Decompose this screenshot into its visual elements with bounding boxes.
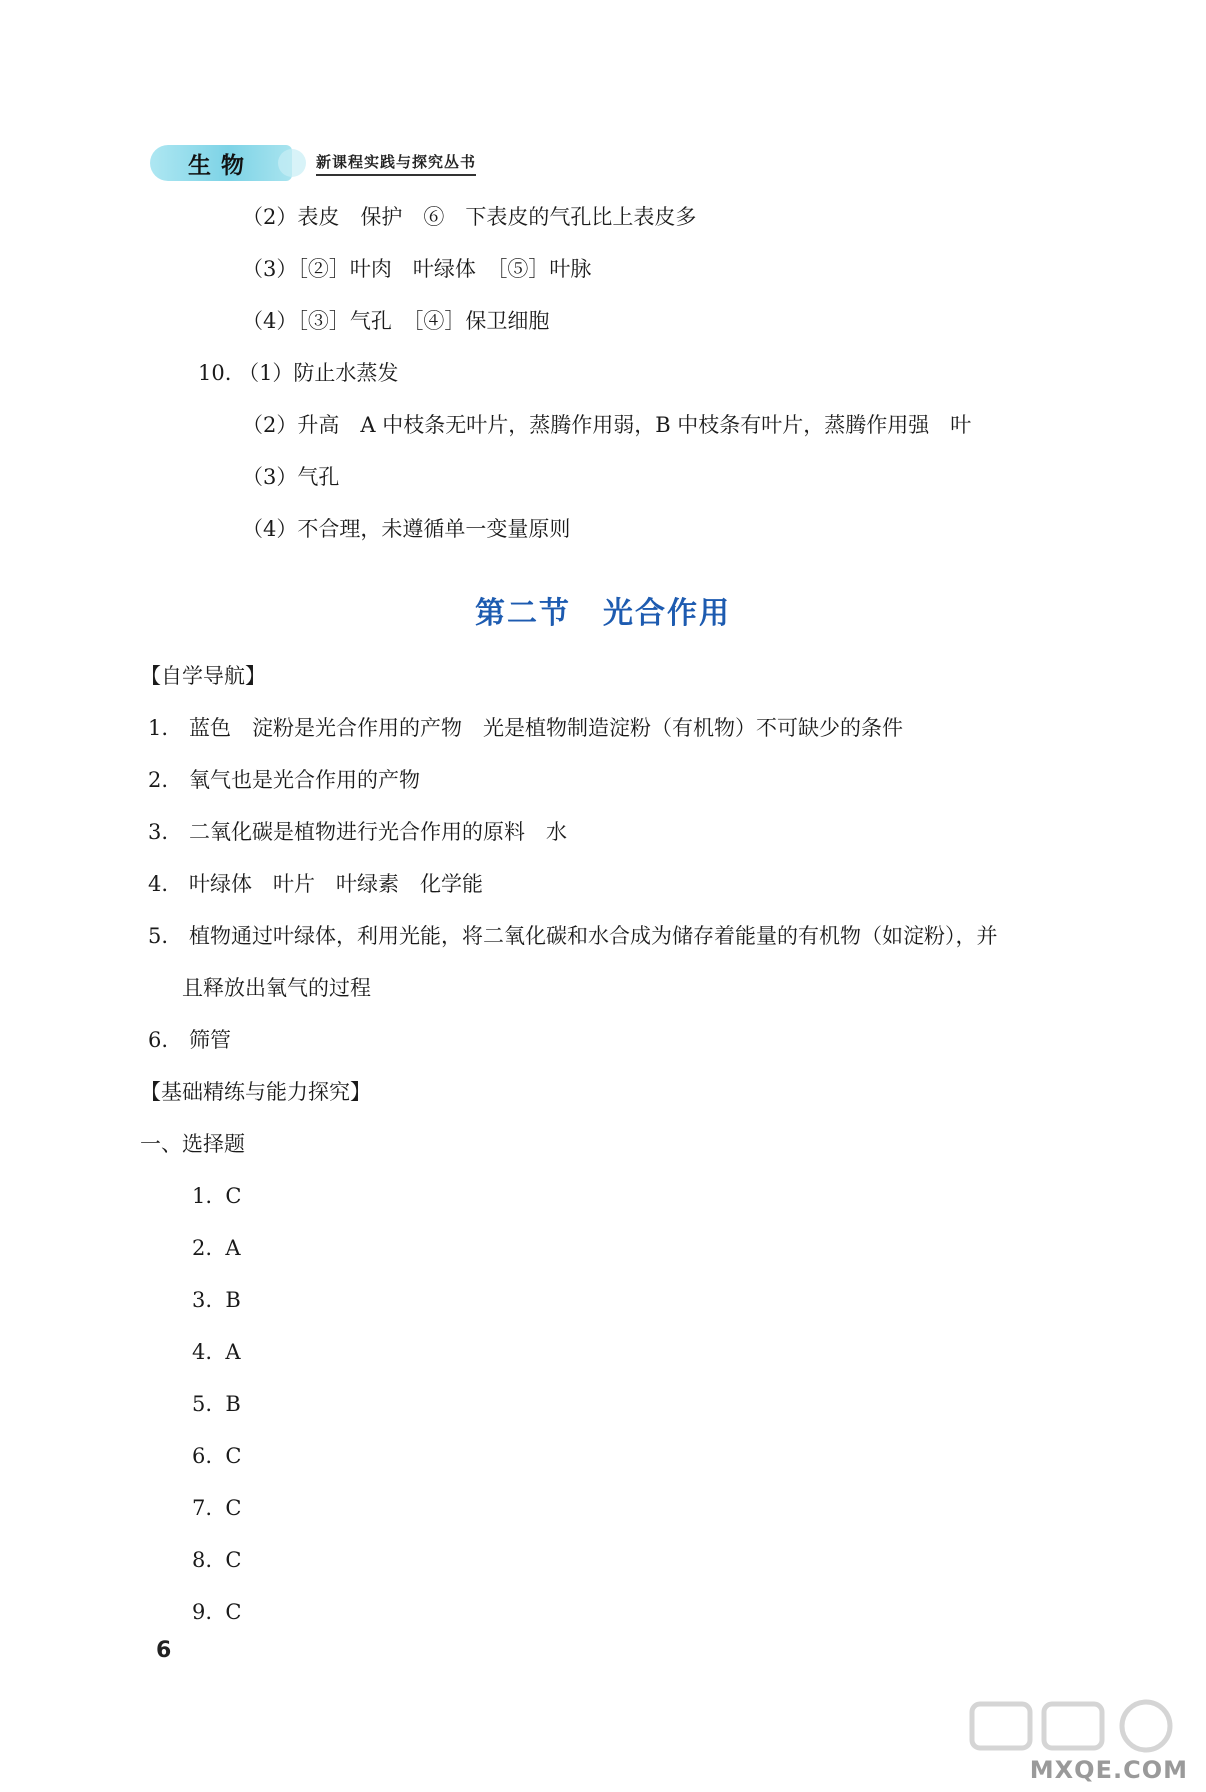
answer-item: 4. A xyxy=(192,1340,241,1364)
answer-line: （4）［③］气孔 ［④］保卫细胞 xyxy=(242,309,550,333)
list-item: 6. 筛管 xyxy=(148,1028,232,1052)
answer-line: （2）表皮 保护 ⑥ 下表皮的气孔比上表皮多 xyxy=(242,205,697,229)
page-number: 6 xyxy=(156,1638,172,1663)
watermark-text: MXQE.COM xyxy=(1029,1756,1188,1784)
practice-subheading: 一、选择题 xyxy=(140,1132,245,1156)
list-item: 3. 二氧化碳是植物进行光合作用的原料 水 xyxy=(148,820,568,844)
series-title: 新课程实践与探究丛书 xyxy=(316,151,476,176)
answer-line: 10. （1）防止水蒸发 xyxy=(198,361,399,385)
answer-line: （2）升高 A 中枝条无叶片，蒸腾作用弱，B 中枝条有叶片，蒸腾作用强 叶 xyxy=(242,413,972,437)
answer-line: （3）［②］叶肉 叶绿体 ［⑤］叶脉 xyxy=(242,257,592,281)
answer-item: 9. C xyxy=(192,1600,242,1624)
self-study-heading: 【自学导航】 xyxy=(140,664,266,688)
answer-line: （4）不合理，未遵循单一变量原则 xyxy=(242,517,571,541)
list-item: 4. 叶绿体 叶片 叶绿素 化学能 xyxy=(148,872,484,896)
answer-item: 8. C xyxy=(192,1548,242,1572)
answer-item: 1. C xyxy=(192,1184,242,1208)
practice-heading: 【基础精练与能力探究】 xyxy=(140,1080,371,1104)
answer-item: 7. C xyxy=(192,1496,242,1520)
answer-item: 6. C xyxy=(192,1444,242,1468)
section-title: 第二节 光合作用 xyxy=(475,596,731,631)
list-item: 5. 植物通过叶绿体，利用光能，将二氧化碳和水合成为储存着能量的有机物（如淀粉），并 xyxy=(148,924,998,948)
subject-badge xyxy=(150,145,292,181)
page-header xyxy=(150,143,476,183)
list-item: 1. 蓝色 淀粉是光合作用的产物 光是植物制造淀粉（有机物）不可缺少的条件 xyxy=(148,716,904,740)
answer-item: 2. A xyxy=(192,1236,241,1260)
answer-item: 3. B xyxy=(192,1288,241,1312)
answer-line: （3）气孔 xyxy=(242,465,340,489)
list-item: 2. 氧气也是光合作用的产物 xyxy=(148,768,421,792)
list-item-continuation: 且释放出氧气的过程 xyxy=(182,976,371,1000)
subject-label: 生物 xyxy=(188,152,254,179)
answer-item: 5. B xyxy=(192,1392,241,1416)
